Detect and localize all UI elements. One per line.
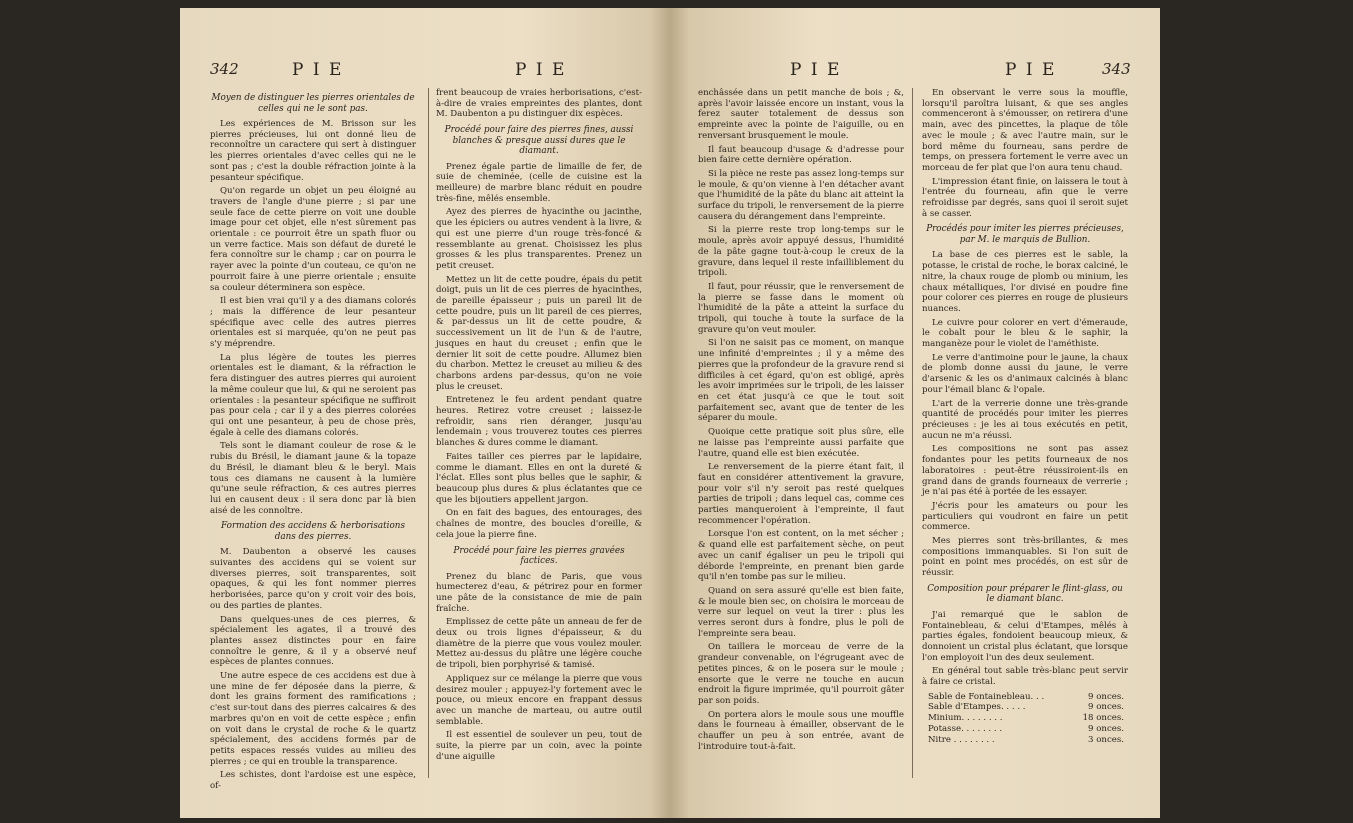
- right-page-header: [670, 60, 1160, 88]
- paragraph: Si la pierre reste trop long-temps sur le moule, après avoir appuyé dessus, l'humidité de la pâte gagne tout-à-coup le creux de la gravure, dans lequel il reste infailliblement du tripoli.: [698, 225, 904, 279]
- running-head: P I E: [790, 60, 842, 80]
- paragraph: M. Daubenton a observé les causes suivantes des accidens qui se voient sur diverses pierres, soit transparentes, soit opaques, & qui les font nommer pierres herborisées, parce qu'on y croit voir des bois, ou des parties de plantes.: [210, 547, 416, 611]
- paragraph: Entretenez le feu ardent pendant quatre heures. Retirez votre creuset ; laissez-le refroidir, sans rien déranger, jusqu'au lendemain ; vous trouverez toutes ces pierres blanches & dures comme le diamant.: [436, 395, 642, 449]
- ingredient-quantity: 3 onces.: [1088, 734, 1124, 745]
- paragraph: J'écris pour les amateurs ou pour les particuliers qui voudront en faire un petit commerce.: [922, 500, 1128, 533]
- running-head: P I E: [1005, 60, 1057, 80]
- paragraph: En général tout sable très-blanc peut servir à faire ce cristal.: [922, 666, 1128, 688]
- paragraph: enchâssée dans un petit manche de bois ; &, après l'avoir laissée encore un instant, vous la ferez sauter totalement de dessus son empreinte avec la pointe de l'aiguille, ou en renversant brusquement le moule.: [698, 88, 904, 141]
- ingredient-name: Minium. . . . . . . .: [928, 713, 1003, 724]
- paragraph: Il faut, pour réussir, que le renversement de la pierre se fasse dans le moment où l'humidité de la pâte a atteint la surface du tripoli, qui touche à toute la surface de la gravure qu'on veut mouler.: [698, 281, 904, 335]
- paragraph: Il est bien vrai qu'il y a des diamans colorés ; mais la différence de leur pesanteur spécifique avec celle des autres pierres orientales est si marquée, qu'on ne peut pas s'y méprendre.: [210, 296, 416, 350]
- ingredient-row: [922, 724, 1128, 735]
- paragraph: Prenez du blanc de Paris, que vous humecterez d'eau, & pétrirez pour en former une pâte de la consistance de mie de pain fraîche.: [436, 571, 642, 614]
- open-book: [180, 8, 1160, 818]
- section-heading: Procédé pour faire des pierres fines, aussi blanches & presque aussi dures que le diamant.: [444, 125, 634, 157]
- paragraph: Quand on sera assuré qu'elle est bien faite, & le moule bien sec, on choisira le morceau de verre sur lequel on veut la tirer : plus les verres seront durs à fondre, plus le poli de l'empreinte sera beau.: [698, 585, 904, 639]
- paragraph: Il faut beaucoup d'usage & d'adresse pour bien faire cette dernière opération.: [698, 144, 904, 166]
- paragraph: Faites tailler ces pierres par le lapidaire, comme le diamant. Elles en ont la dureté & l'éclat. Elles sont plus belles que le saphir, & beaucoup plus dures & plus éclatantes que ce que les bijoutiers appellent jargon.: [436, 451, 642, 505]
- paragraph: frent beaucoup de vraies herborisations, c'est-à-dire de vraies empreintes des plantes, dont M. Daubenton a pu distinguer dix espèces.: [436, 88, 642, 120]
- ingredient-name: Sable de Fontainebleau. . .: [928, 691, 1045, 702]
- paragraph: Prenez égale partie de limaille de fer, de suie de cheminée, (celle de cuisine est la meilleure) de marbre blanc réduit en poudre très-fine, mêlés ensemble.: [436, 161, 642, 204]
- section-heading: Composition pour préparer le flint-glass, ou le diamant blanc.: [927, 583, 1123, 605]
- paragraph: J'ai remarqué que le sablon de Fontainebleau, & celui d'Etampes, mêlés à parties égales, fondoient beaucoup mieux, & donnoient un cristal plus éclatant, que lorsque l'on employoit l'un des deux seulement.: [922, 609, 1128, 663]
- section-heading: Formation des accidens & herborisations dans des pierres.: [221, 521, 405, 542]
- ingredient-row: [922, 735, 1128, 746]
- ingredient-name: Sable d'Etampes. . . . .: [928, 702, 1026, 713]
- text-column-right: [922, 88, 1128, 745]
- page-number: 342: [210, 60, 239, 78]
- paragraph: L'impression étant finie, on laissera le tout à l'entrée du fourneau, afin que le verre refroidisse par degrés, sans quoi il seroit sujet à se casser.: [922, 176, 1128, 219]
- paragraph: Les compositions ne sont pas assez fondantes pour les petits fourneaux de nos laboratoires : peut-être réussiroient-ils en grand dans de grands fourneaux de verrerie ; je n'ai pas été à portée de les essayer.: [922, 444, 1128, 498]
- ingredient-quantity: 9 onces.: [1088, 723, 1124, 734]
- text-column-left: [698, 88, 904, 755]
- paragraph: La plus légère de toutes les pierres orientales est le diamant, & la réfraction le fera distinguer des autres pierres qui auroient la même couleur que lui, & qui ne seroient pas orientales : la pesanteur spécifique ne suffiroit pas pour cela ; car il y a des pierres colorées qui ont une pesanteur, à peu de chose près, égale à celle des diamans colorés.: [210, 352, 416, 438]
- section-heading: Moyen de distinguer les pierres orientales de celles qui ne le sont pas.: [211, 93, 415, 114]
- column-rule: [428, 88, 429, 778]
- ingredient-quantity: 9 onces.: [1088, 691, 1124, 702]
- paragraph: Si la pièce ne reste pas assez long-temps sur le moule, & qu'on vienne à l'en détacher avant que l'humidité de la pâte du blanc ait atteint la surface du tripoli, le renversement de la pierre causera du dérangement dans l'empreinte.: [698, 168, 904, 222]
- paragraph: Qu'on regarde un objet un peu éloigné au travers de l'angle d'une pierre ; si par une seule face de cette pierre on voit une double image pour cet objet, elle n'est sûrement pas orientale : ce pourroit être un spath fluor ou un verre factice. Mais son défaut de dureté le fera connoître sur le champ ; car on pourra le rayer avec la pointe d'un couteau, ce qu'on ne pourroit faire à une pierre orientale ; ensuite sa couleur déterminera son espèce.: [210, 186, 416, 293]
- page-number: 343: [1102, 60, 1131, 78]
- column-rule: [912, 88, 913, 778]
- ingredient-row: [922, 692, 1128, 703]
- paragraph: Le cuivre pour colorer en vert d'émeraude, le cobalt pour le bleu & le saphir, la manganèze pour le violet de l'améthiste.: [922, 317, 1128, 350]
- paragraph: Les expériences de M. Brisson sur les pierres précieuses, lui ont donné lieu de reconnoître un caractere qui sert à distinguer les pierres orientales d'avec celles qui ne le sont pas ; c'est la double réfraction jointe à la pesanteur spécifique.: [210, 119, 416, 183]
- ingredient-row: [922, 702, 1128, 713]
- section-heading: Procédé pour faire les pierres gravées factices.: [453, 545, 625, 567]
- paragraph: Ayez des pierres de hyacinthe ou jacinthe, que les épiciers ou autres vendent à la livre, & qui est une pierre d'un rouge très-foncé & ressemblante au grenat. Choisissez les plus grosses & les plus transparentes. Prenez un petit creuset.: [436, 207, 642, 271]
- paragraph: Mes pierres sont très-brillantes, & mes compositions immanquables. Si l'on suit de point en point mes procédés, on est sûr de réussir.: [922, 536, 1128, 579]
- paragraph: Lorsque l'on est content, on la met sécher ; & quand elle est parfaitement sèche, on peut avec un canif égaliser un peu le tripoli qui déborde l'empreinte, en prenant bien garde qu'il n'en tombe pas sur le milieu.: [698, 529, 904, 583]
- paragraph: Emplissez de cette pâte un anneau de fer de deux ou trois lignes d'épaisseur, & du diamètre de la pierre que vous voulez mouler. Mettez au-dessus du plâtre une légère couche de tripoli, bien porphyrisé & tamisé.: [436, 617, 642, 671]
- text-column-right: [436, 88, 642, 765]
- paragraph: Le renversement de la pierre étant fait, il faut en considérer attentivement la gravure, pour voir s'il n'y seroit pas resté quelques parties de tripoli ; dans lequel cas, comme ces parties manqueroient à l'empreinte, il faut recommencer l'opération.: [698, 462, 904, 526]
- paragraph: Quoique cette pratique soit plus sûre, elle ne laisse pas l'empreinte aussi parfaite que l'autre, quand elle est bien exécutée.: [698, 427, 904, 459]
- running-head: P I E: [515, 60, 567, 80]
- left-page-header: [180, 60, 670, 88]
- paragraph: Il est essentiel de soulever un peu, tout de suite, la pierre par un coin, avec la pointe d'une aiguille: [436, 730, 642, 762]
- ingredient-quantity: 18 onces.: [1082, 713, 1124, 724]
- paragraph: Le verre d'antimoine pour le jaune, la chaux de plomb donne aussi du jaune, le verre d'arsenic & les os d'animaux calcinés à blanc pour l'émail blanc & l'opale.: [922, 352, 1128, 395]
- paragraph: L'art de la verrerie donne une très-grande quantité de procédés pour imiter les pierres précieuses : je les ai tous exécutés en petit, aucun ne m'a réussi.: [922, 398, 1128, 441]
- ingredient-quantity: 9 onces.: [1088, 702, 1124, 713]
- paragraph: La base de ces pierres est le sable, la potasse, le cristal de roche, le borax calciné, le nitre, la chaux rouge de plomb ou minium, les chaux métalliques, l'or divisé en poudre fine pour colorer ces pierres en rouge de plusieurs nuances.: [922, 250, 1128, 314]
- paragraph: Dans quelques-unes de ces pierres, & spécialement les agates, il a trouvé des plantes assez distinctes pour en faire connoître le genre, & il y a observé neuf espèces de plantes connues.: [210, 614, 416, 668]
- section-heading: Procédés pour imiter les pierres précieuses, par M. le marquis de Bullion.: [926, 224, 1124, 245]
- ingredient-name: Nitre . . . . . . . .: [928, 734, 995, 745]
- paragraph: Appliquez sur ce mélange la pierre que vous desirez mouler ; appuyez-l'y fortement avec le pouce, ou mieux encore en frappant dessus avec un manche de marteau, ou autre outil semblable.: [436, 673, 642, 727]
- paragraph: On portera alors le moule sous une mouffle dans le fourneau à émailler, observant de le chauffer un peu à son entrée, avant de l'introduire tout-à-fait.: [698, 709, 904, 752]
- right-page: [670, 8, 1160, 818]
- ingredient-row: [922, 713, 1128, 724]
- text-column-left: [210, 88, 416, 795]
- ingredient-list: [922, 692, 1128, 746]
- left-page: [180, 8, 670, 818]
- paragraph: Si l'on ne saisit pas ce moment, on manque une infinité d'empreintes ; il y a même des pierres que la profondeur de la gravure rend si difficiles à cet égard, qu'on est obligé, après les avoir imprimées sur le tripoli, de les laisser en cet état jusqu'à ce que le tout soit parfaitement sec, avant que de tenter de les séparer du moule.: [698, 338, 904, 424]
- paragraph: On taillera le morceau de verre de la grandeur convenable, on l'égrugeant avec de petites pinces, & on le posera sur le moule ; ensorte que le verre ne touche en aucun endroit la figure imprimée, qu'il pourroit gâter par son poids.: [698, 642, 904, 706]
- ingredient-name: Potasse. . . . . . . .: [928, 723, 1003, 734]
- paragraph: En observant le verre sous la mouffle, lorsqu'il paroîtra luisant, & que ses angles commenceront à s'émousser, on retirera d'une main, avec des pincettes, la plaque de tôle avec le moule ; & avec l'autre main, sur le bord même du fourneau, sans perdre de temps, on pressera fortement le verre avec un morceau de fer plat que l'on aura tenu chaud.: [922, 88, 1128, 173]
- paragraph: Tels sont le diamant couleur de rose & le rubis du Brésil, le diamant jaune & la topaze du Brésil, le diamant bleu & le beryl. Mais tous ces diamans ne causent à la lumière qu'une seule réfraction, & ces autres pierres lui en causent deux : il sera donc par là bien aisé de les connoître.: [210, 441, 416, 516]
- paragraph: On en fait des bagues, des entourages, des chaînes de montre, des boucles d'oreille, & cela joue la pierre fine.: [436, 508, 642, 540]
- paragraph: Les schistes, dont l'ardoise est une espèce, of-: [210, 770, 416, 792]
- running-head: P I E: [292, 60, 344, 80]
- paragraph: Mettez un lit de cette poudre, épais du petit doigt, puis un lit de ces pierres de hyacinthes, de pareille épaisseur ; puis un pareil lit de cette poudre, puis un lit pareil de ces pierres, & par-dessus un lit de cette poudre, & successivement un lit de l'un & de l'autre, jusques en haut du creuset ; enfin que le dernier lit soit de cette poudre. Allumez bien du charbon. Mettez le creuset au milieu & des charbons ardens par-dessus, qu'on ne voie plus le creuset.: [436, 274, 642, 392]
- paragraph: Une autre espece de ces accidens est due à une mine de fer déposée dans la pierre, & dont les grains forment des ramifications ; c'est sur-tout dans des pierres calcaires & des marbres qu'on en voit de cette espèce ; enfin on voit dans le crystal de roche & le quartz spécialement, des accidens formés par de petits espaces ressés vuides au milieu des pierres ; ce qui en trouble la transparence.: [210, 671, 416, 767]
